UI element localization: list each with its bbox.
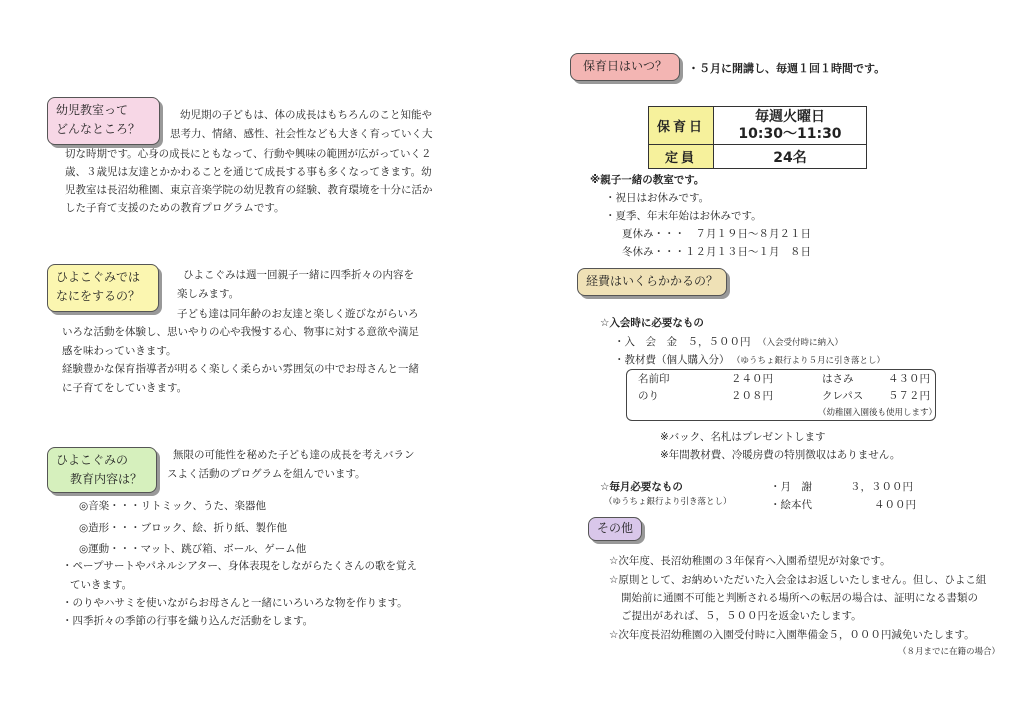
- section-title-schedule: 保育日はいつ？: [570, 53, 680, 81]
- table-value-weekday: 毎週火曜日: [755, 108, 825, 125]
- body-line: ・四季折々の季節の行事を織り込んだ活動をします。: [62, 615, 314, 627]
- section-title-line: ひよこぐみの: [56, 453, 129, 467]
- note-line: ・祝日はお休みです。: [605, 192, 710, 204]
- section-title-costs: 経費はいくらかかるの？: [577, 268, 727, 296]
- section-title-line: 教育内容は？: [70, 472, 143, 486]
- body-line: 無限の可能性を秘めた子ども達の成長を考えバラン: [173, 449, 415, 461]
- monthly-book-label: ・絵本代: [770, 499, 812, 511]
- material-name: はさみ: [822, 373, 854, 385]
- section-title-activities: [47, 264, 159, 312]
- section-title-line: なにをするの？: [56, 289, 141, 303]
- table-header-day: 保育日: [649, 107, 714, 145]
- body-line: ・ペープサートやパネルシアター、身体表現をしながらたくさんの歌を覚え: [62, 560, 418, 572]
- monthly-tuition-label: ・月 謝: [770, 481, 812, 493]
- material-price: ５７２円: [888, 390, 930, 402]
- body-line: いろな活動を体験し、思いやりの心や我慢する心、物事に対する意欲や満足: [62, 326, 419, 338]
- notes-heading: ※親子一緒の教室です。: [590, 174, 705, 186]
- section-title-line: どんなところ？: [56, 122, 141, 136]
- curriculum-item-art: ◎造形・・・ブロック、絵、折り紙、製作他: [79, 522, 288, 534]
- section-title-line: ひよこぐみでは: [56, 270, 141, 284]
- body-line: に子育てをしていきます。: [62, 382, 188, 394]
- material-price: ２０８円: [731, 390, 773, 402]
- body-line: 切な時期です。心身の成長にともなって、行動や興味の範囲が広がっていく２: [65, 148, 432, 160]
- enroll-heading: ☆入会時に必要なもの: [600, 317, 704, 329]
- material-name: 名前印: [638, 373, 670, 385]
- winter-holiday: 冬休み・・・１２月１３日〜１月 ８日: [622, 246, 811, 258]
- monthly-tuition-price: ３，３００円: [850, 481, 913, 493]
- curriculum-item-music: ◎音楽・・・リトミック、うた、楽器他: [79, 500, 267, 512]
- monthly-heading: ☆毎月必要なもの: [600, 481, 683, 493]
- body-line: ていきます。: [70, 579, 133, 591]
- body-line: した子育て支援のための教育プログラムです。: [65, 202, 285, 214]
- other-line: ご提出があれば、５，５００円を返金いたします。: [621, 610, 862, 622]
- schedule-table: [648, 106, 867, 169]
- body-line: 子ども達は同年齢のお友達と楽しく遊びながらいろ: [177, 308, 419, 320]
- schedule-text: ・５月に開講し、毎週１回１時間です。: [688, 62, 886, 75]
- table-header-capacity: 定員: [649, 145, 714, 169]
- table-value-capacity: 24名: [714, 145, 867, 169]
- monthly-book-price: ４００円: [874, 499, 916, 511]
- body-line: 感を味わっていきます。: [62, 345, 177, 357]
- body-line: 思考力、情緒、感性、社会性なども大きく育っていく大: [170, 128, 433, 140]
- body-line: 児教室は長沼幼稚園、東京音楽学院の幼児教育の経験、教育環境を十分に活か: [65, 184, 433, 196]
- material-price: ４３０円: [888, 373, 930, 385]
- section-title-curriculum: [47, 447, 157, 493]
- monthly-note: （ゆうちょ銀行より引き落とし）: [604, 497, 732, 507]
- gift-note: ※バック、名札はプレゼントします: [660, 431, 826, 443]
- materials-note: （ゆうちょ銀行より５月に引き落とし）: [732, 356, 886, 366]
- material-name: クレパス: [822, 390, 864, 402]
- body-line: 楽しみます。: [177, 288, 240, 300]
- other-footnote: （８月までに在籍の場合）: [898, 647, 1001, 657]
- body-line: 歳、３歳児は友達とかかわることを通じて成長する事も多くなってきます。幼: [65, 166, 432, 178]
- no-extra-fee-note: ※年間教材費、冷暖房費の特別徴収はありません。: [660, 449, 901, 461]
- section-title-other: その他: [588, 517, 642, 541]
- section-title-line: 幼児教室って: [56, 103, 129, 117]
- material-price: ２４０円: [731, 373, 773, 385]
- body-line: 幼児期の子どもは、体の成長はもちろんのこと知能や: [180, 109, 432, 121]
- materials-usage-note: （幼稚園入園後も使用します）: [818, 408, 938, 418]
- body-line: ひよこぐみは週一回親子一緒に四季折々の内容を: [183, 269, 414, 281]
- body-line: スよく活動のプログラムを組んでいます。: [167, 468, 366, 480]
- table-value-day: [714, 107, 867, 145]
- other-line: ☆次年度、長沼幼稚園の３年保育へ入園希望児が対象です。: [609, 555, 891, 567]
- section-title-about: [47, 97, 160, 145]
- enroll-fee: ・入 会 金 ５，５００円: [614, 336, 751, 348]
- material-name: のり: [638, 390, 659, 402]
- note-line: ・夏季、年末年始はお休みです。: [605, 210, 762, 222]
- other-line: ☆原則として、お納めいただいた入会金はお返しいたしません。但し、ひよこ組: [609, 574, 987, 586]
- table-value-time: 10:30〜11:30: [738, 125, 842, 142]
- body-line: 経験豊かな保育指導者が明るく楽しく柔らかい雰囲気の中でお母さんと一緒: [62, 363, 419, 375]
- curriculum-item-exercise: ◎運動・・・マット、跳び箱、ボール、ゲーム他: [79, 543, 307, 555]
- enroll-fee-note: （入会受付時に納入）: [758, 338, 844, 348]
- summer-holiday: 夏休み・・・ ７月１９日〜８月２１日: [622, 228, 811, 240]
- body-line: ・のりやハサミを使いながらお母さんと一緒にいろいろな物を作ります。: [62, 597, 408, 609]
- other-line: 開始前に通園不可能と判断される場所への転居の場合は、証明になる書類の: [621, 592, 978, 604]
- materials-label: ・教材費（個人購入分）: [614, 354, 730, 366]
- other-line: ☆次年度長沼幼稚園の入園受付時に入園準備金５，０００円減免いたします。: [609, 629, 975, 641]
